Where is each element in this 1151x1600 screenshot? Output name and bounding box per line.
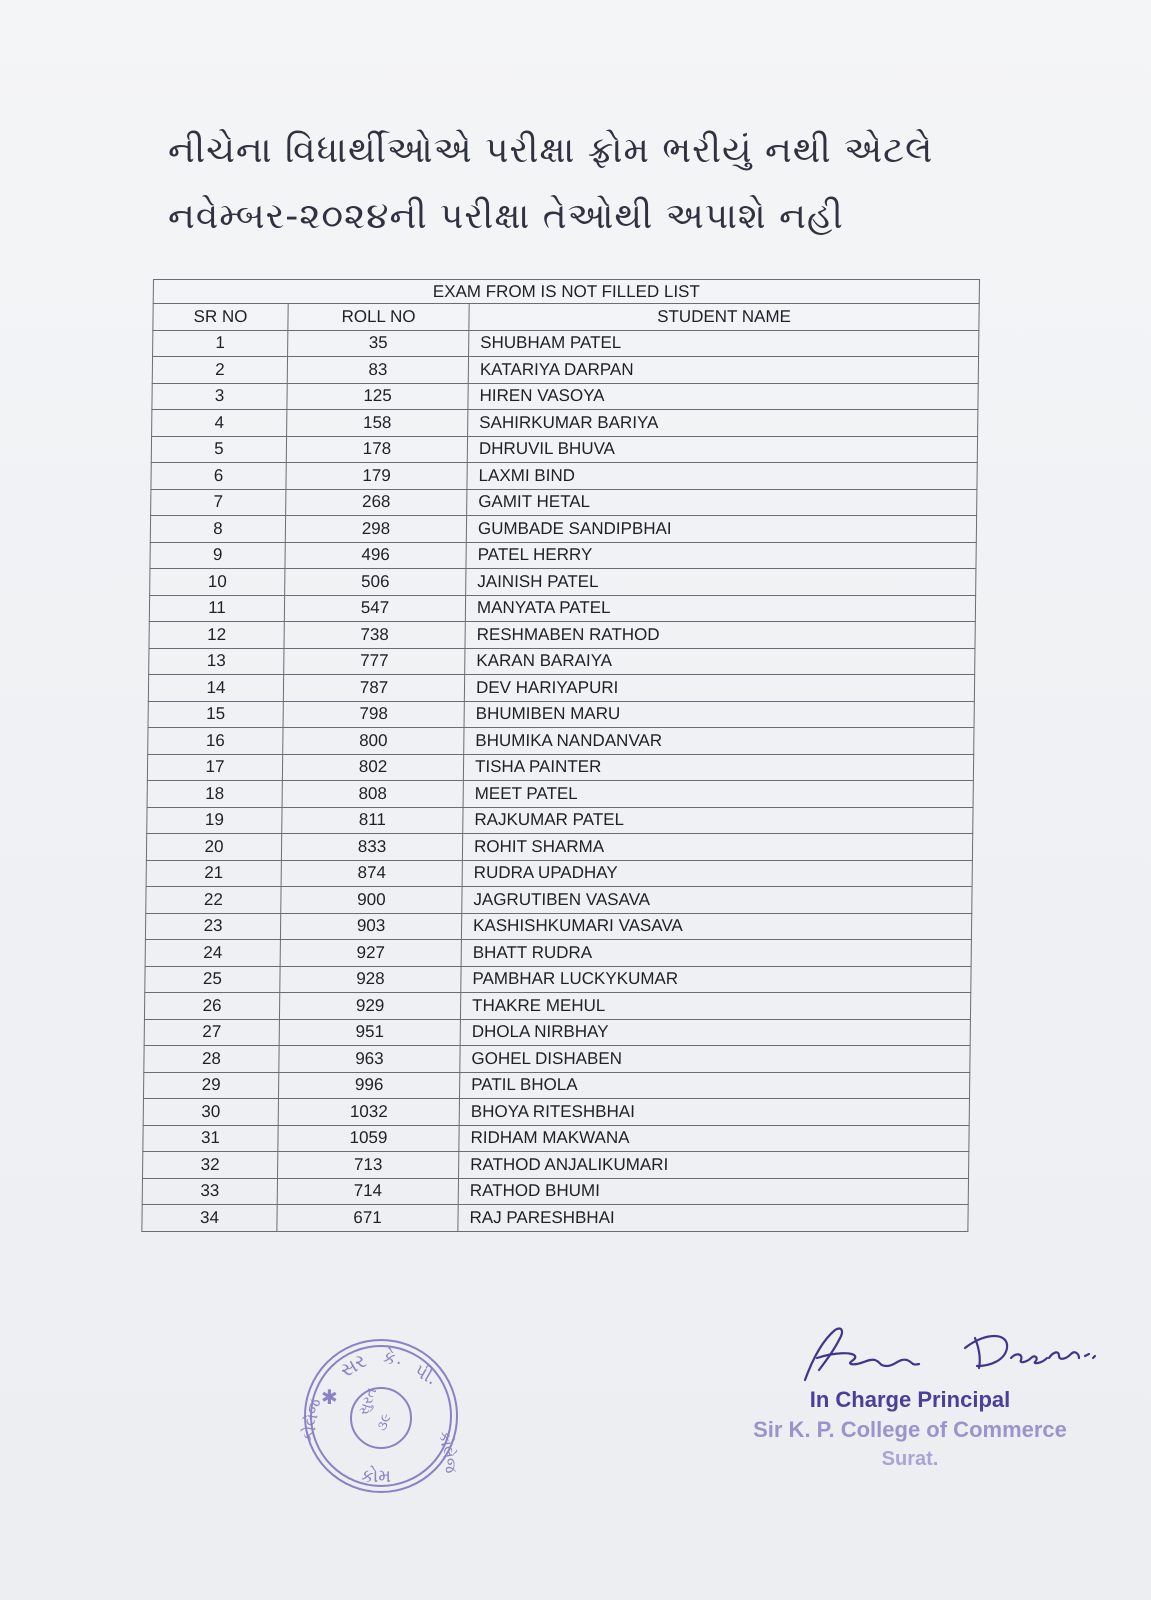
cell-roll-no: 714 — [277, 1178, 458, 1205]
cell-student-name: RIDHAM MAKWANA — [459, 1125, 969, 1152]
cell-sr-no: 5 — [151, 436, 286, 463]
cell-sr-no: 26 — [144, 993, 279, 1020]
cell-sr-no: 24 — [145, 940, 280, 967]
cell-roll-no: 83 — [287, 357, 468, 384]
table-row — [144, 993, 970, 1020]
cell-sr-no: 10 — [150, 569, 285, 596]
cell-student-name: PATEL HERRY — [466, 542, 976, 569]
cell-sr-no: 16 — [148, 728, 283, 755]
cell-sr-no: 15 — [148, 701, 283, 728]
cell-roll-no: 963 — [279, 1046, 460, 1073]
cell-roll-no: 787 — [283, 675, 464, 702]
table-row — [143, 1072, 969, 1099]
cell-student-name: DHRUVIL BHUVA — [467, 436, 977, 463]
table-row — [152, 383, 978, 410]
table-row — [146, 887, 972, 914]
cell-sr-no: 17 — [147, 754, 282, 781]
table-row — [152, 357, 978, 384]
cell-student-name: SHUBHAM PATEL — [469, 330, 979, 357]
cell-roll-no: 158 — [287, 410, 468, 437]
header-roll-no: ROLL NO — [288, 304, 469, 331]
table-row — [145, 913, 971, 940]
cell-sr-no: 34 — [142, 1205, 277, 1232]
svg-text:કોલેજ: કોલેજ — [298, 1397, 325, 1443]
table-row — [146, 834, 972, 861]
cell-roll-no: 900 — [281, 887, 462, 914]
cell-student-name: BHATT RUDRA — [461, 940, 971, 967]
cell-roll-no: 951 — [279, 1019, 460, 1046]
table-row — [149, 595, 975, 622]
cell-roll-no: 811 — [282, 807, 463, 834]
cell-roll-no: 547 — [284, 595, 465, 622]
cell-student-name: GOHEL DISHABEN — [460, 1046, 970, 1073]
cell-sr-no: 27 — [144, 1019, 279, 1046]
table-row — [150, 569, 976, 596]
cell-sr-no: 1 — [153, 330, 288, 357]
table-row — [149, 622, 975, 649]
not-filled-list-table — [141, 279, 980, 1232]
svg-text:✱: ✱ — [321, 1385, 338, 1409]
table-row — [144, 1046, 970, 1073]
table-row — [147, 781, 973, 808]
college-city: Surat. — [881, 1448, 939, 1470]
cell-roll-no: 178 — [286, 436, 467, 463]
svg-text:૩૯: ૩૯ — [373, 1411, 395, 1434]
cell-student-name: TISHA PAINTER — [463, 754, 973, 781]
table-row — [147, 754, 973, 781]
cell-sr-no: 30 — [143, 1099, 278, 1126]
cell-student-name: RUDRA UPADHAY — [462, 860, 972, 887]
cell-sr-no: 28 — [144, 1046, 279, 1073]
table-caption-row — [153, 280, 979, 304]
cell-roll-no: 808 — [282, 781, 463, 808]
svg-text:કોમ: કોમ — [361, 1466, 391, 1487]
cell-student-name: PAMBHAR LUCKYKUMAR — [461, 966, 971, 993]
cell-roll-no: 800 — [283, 728, 464, 755]
svg-text:પી.: પી. — [410, 1360, 441, 1390]
header-sr-no: SR NO — [153, 304, 288, 331]
cell-sr-no: 33 — [142, 1178, 277, 1205]
table-row — [148, 728, 974, 755]
cell-sr-no: 9 — [150, 542, 285, 569]
cell-roll-no: 713 — [278, 1152, 459, 1179]
cell-sr-no: 12 — [149, 622, 284, 649]
cell-student-name: LAXMI BIND — [467, 463, 977, 490]
table-header-row — [153, 304, 979, 331]
notice-heading-line-2: નવેમ્બર-૨૦૨૪ની પરીક્ષા તેઓથી અપાશે નહી — [168, 196, 844, 237]
cell-student-name: RESHMABEN RATHOD — [465, 622, 975, 649]
cell-student-name: MEET PATEL — [463, 781, 973, 808]
table-row — [143, 1125, 969, 1152]
cell-student-name: RATHOD BHUMI — [458, 1178, 968, 1205]
svg-text:કે.: કે. — [383, 1348, 402, 1369]
cell-student-name: GAMIT HETAL — [467, 489, 977, 516]
cell-roll-no: 268 — [286, 489, 467, 516]
cell-roll-no: 777 — [284, 648, 465, 675]
table-row — [145, 940, 971, 967]
cell-sr-no: 32 — [143, 1152, 278, 1179]
table-row — [148, 701, 974, 728]
cell-sr-no: 2 — [152, 357, 287, 384]
table-row — [142, 1205, 968, 1232]
cell-roll-no: 671 — [277, 1205, 458, 1232]
table-row — [153, 330, 979, 357]
cell-sr-no: 25 — [145, 966, 280, 993]
cell-student-name: RAJ PARESHBHAI — [458, 1205, 968, 1232]
cell-sr-no: 21 — [146, 860, 281, 887]
principal-signature — [795, 1318, 1125, 1388]
cell-roll-no: 903 — [280, 913, 461, 940]
cell-sr-no: 13 — [149, 648, 284, 675]
cell-student-name: GUMBADE SANDIPBHAI — [466, 516, 976, 543]
cell-sr-no: 31 — [143, 1125, 278, 1152]
cell-roll-no: 802 — [282, 754, 463, 781]
table-row — [143, 1099, 969, 1126]
table-row — [151, 463, 977, 490]
cell-student-name: MANYATA PATEL — [465, 595, 975, 622]
cell-student-name: BHUMIBEN MARU — [464, 701, 974, 728]
header-student-name: STUDENT NAME — [469, 304, 979, 331]
cell-student-name: KASHISHKUMARI VASAVA — [461, 913, 971, 940]
cell-sr-no: 6 — [151, 463, 286, 490]
table-row — [149, 648, 975, 675]
cell-student-name: BHUMIKA NANDANVAR — [464, 728, 974, 755]
cell-sr-no: 18 — [147, 781, 282, 808]
cell-roll-no: 928 — [280, 966, 461, 993]
table-row — [148, 675, 974, 702]
cell-roll-no: 125 — [287, 383, 468, 410]
cell-student-name: SAHIRKUMAR BARIYA — [468, 410, 978, 437]
cell-sr-no: 4 — [152, 410, 287, 437]
cell-sr-no: 14 — [148, 675, 283, 702]
cell-roll-no: 298 — [285, 516, 466, 543]
svg-text:સુરત: સુરત — [355, 1385, 381, 1418]
cell-sr-no: 29 — [143, 1072, 278, 1099]
table-row — [145, 966, 971, 993]
cell-roll-no: 179 — [286, 463, 467, 490]
table-caption: EXAM FROM IS NOT FILLED LIST — [153, 280, 979, 304]
table-row — [144, 1019, 970, 1046]
cell-sr-no: 19 — [147, 807, 282, 834]
cell-student-name: JAINISH PATEL — [466, 569, 976, 596]
cell-roll-no: 874 — [281, 860, 462, 887]
cell-sr-no: 8 — [150, 516, 285, 543]
cell-roll-no: 996 — [278, 1072, 459, 1099]
cell-student-name: JAGRUTIBEN VASAVA — [462, 887, 972, 914]
cell-sr-no: 11 — [149, 595, 284, 622]
signature-block — [700, 1385, 1120, 1473]
cell-student-name: THAKRE MEHUL — [460, 993, 970, 1020]
cell-student-name: KATARIYA DARPAN — [468, 357, 978, 384]
cell-roll-no: 929 — [279, 993, 460, 1020]
svg-text:સર: સર — [335, 1348, 371, 1383]
cell-sr-no: 3 — [152, 383, 287, 410]
cell-sr-no: 23 — [145, 913, 280, 940]
college-name: Sir K. P. College of Commerce — [753, 1417, 1067, 1442]
cell-roll-no: 738 — [284, 622, 465, 649]
notice-heading — [168, 118, 1008, 250]
cell-student-name: RATHOD ANJALIKUMARI — [459, 1152, 969, 1179]
cell-roll-no: 833 — [281, 834, 462, 861]
table-row — [143, 1152, 969, 1179]
cell-roll-no: 1059 — [278, 1125, 459, 1152]
table-row — [152, 410, 978, 437]
cell-student-name: DEV HARIYAPURI — [464, 675, 974, 702]
table-row — [147, 807, 973, 834]
college-seal-stamp — [298, 1336, 462, 1496]
table-row — [146, 860, 972, 887]
cell-student-name: BHOYA RITESHBHAI — [459, 1099, 969, 1126]
table-row — [151, 489, 977, 516]
cell-roll-no: 506 — [285, 569, 466, 596]
cell-roll-no: 927 — [280, 940, 461, 967]
cell-student-name: DHOLA NIRBHAY — [460, 1019, 970, 1046]
cell-student-name: PATIL BHOLA — [459, 1072, 969, 1099]
cell-roll-no: 1032 — [278, 1099, 459, 1126]
svg-text:કોલેજ: કોલેજ — [435, 1429, 462, 1475]
cell-student-name: ROHIT SHARMA — [462, 834, 972, 861]
cell-student-name: RAJKUMAR PATEL — [463, 807, 973, 834]
cell-roll-no: 35 — [288, 330, 469, 357]
table-row — [150, 516, 976, 543]
cell-sr-no: 22 — [146, 887, 281, 914]
cell-sr-no: 20 — [146, 834, 281, 861]
cell-student-name: KARAN BARAIYA — [465, 648, 975, 675]
cell-roll-no: 496 — [285, 542, 466, 569]
table-row — [150, 542, 976, 569]
signatory-title: In Charge Principal — [809, 1387, 1011, 1412]
cell-student-name: HIREN VASOYA — [468, 383, 978, 410]
cell-roll-no: 798 — [283, 701, 464, 728]
cell-sr-no: 7 — [151, 489, 286, 516]
notice-heading-line-1: નીચેના વિધાર્થીઓએ પરીક્ષા ફ્રોમ ભરીયું નથી એટલે — [168, 130, 934, 171]
table-row — [151, 436, 977, 463]
table-row — [142, 1178, 968, 1205]
